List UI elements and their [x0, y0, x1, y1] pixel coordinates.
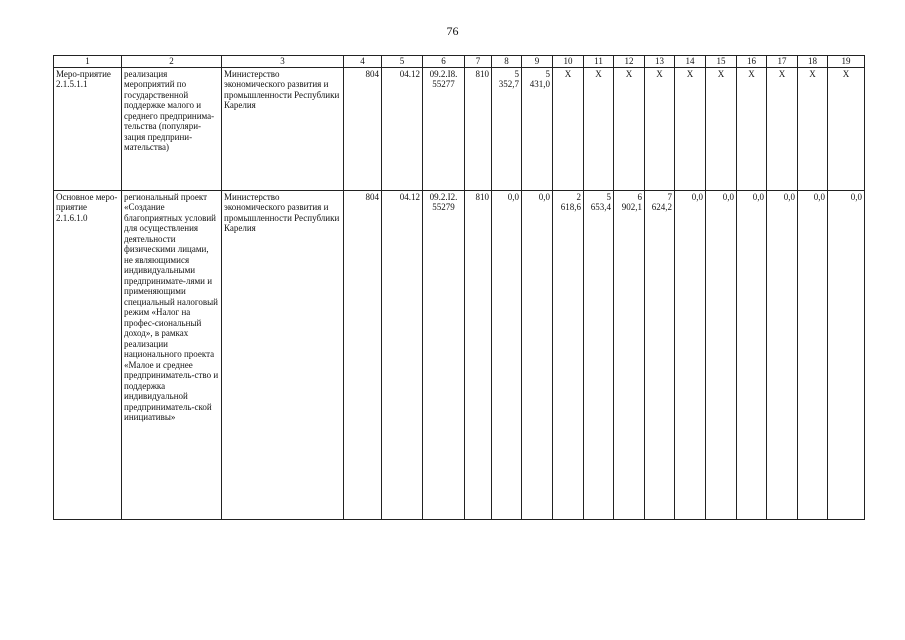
column-number: 12	[614, 56, 645, 68]
table-row	[54, 67, 865, 190]
cell-value: 5 352,7	[492, 67, 522, 190]
cell-value: 04.12	[382, 67, 423, 190]
cell-value: 04.12	[382, 190, 423, 519]
cell-value: 0,0	[767, 190, 798, 519]
cell-value: X	[675, 67, 706, 190]
cell-value: 7 624,2	[645, 190, 675, 519]
cell-value: X	[798, 67, 828, 190]
cell-value: 0,0	[675, 190, 706, 519]
activity-name: Меро-приятие 2.1.5.1.1	[54, 67, 122, 190]
column-number: 8	[492, 56, 522, 68]
cell-value: 0,0	[798, 190, 828, 519]
column-number: 18	[798, 56, 828, 68]
cell-value: 0,0	[706, 190, 737, 519]
cell-value: 09.2.I8. 55277	[423, 67, 465, 190]
cell-value: X	[706, 67, 737, 190]
responsible-ministry: Министерство экономического развития и промышленности Республики Карелия	[222, 190, 344, 519]
cell-value: X	[737, 67, 767, 190]
cell-value: 0,0	[492, 190, 522, 519]
cell-value: 810	[465, 67, 492, 190]
column-number: 6	[423, 56, 465, 68]
column-number: 2	[122, 56, 222, 68]
column-number: 11	[584, 56, 614, 68]
budget-table	[53, 55, 865, 520]
column-number: 3	[222, 56, 344, 68]
column-number: 19	[828, 56, 865, 68]
column-number: 17	[767, 56, 798, 68]
column-number: 7	[465, 56, 492, 68]
column-number: 5	[382, 56, 423, 68]
column-number: 4	[344, 56, 382, 68]
column-number: 16	[737, 56, 767, 68]
column-number-row	[54, 56, 865, 68]
cell-value: 0,0	[737, 190, 767, 519]
page-number: 76	[446, 24, 459, 38]
cell-value: 804	[344, 190, 382, 519]
cell-value: 5 653,4	[584, 190, 614, 519]
cell-value: X	[645, 67, 675, 190]
activity-description: региональный проект «Создание благоприятных условий для осуществления деятельности физическими лицами, не являющимися индивидуальными предпринимате-лями и применяющими специальный налоговый режим «Налог на профес-сиональный доход», в рамках реализации национального проекта «Малое и среднее предприниматель-ство и поддержка индивидуальной предприниматель-ской инициативы»	[122, 190, 222, 519]
cell-value: 0,0	[522, 190, 553, 519]
column-number: 10	[553, 56, 584, 68]
responsible-ministry: Министерство экономического развития и промышленности Республики Карелия	[222, 67, 344, 190]
cell-value: 0,0	[828, 190, 865, 519]
column-number: 9	[522, 56, 553, 68]
cell-value: 09.2.I2. 55279	[423, 190, 465, 519]
table-row	[54, 190, 865, 519]
activity-name: Основное меро-приятие 2.1.6.1.0	[54, 190, 122, 519]
activity-description: реализация мероприятий по государственной поддержке малого и среднего предпринима-тельства (популяри-зация предприни-мательства)	[122, 67, 222, 190]
column-number: 13	[645, 56, 675, 68]
column-number: 14	[675, 56, 706, 68]
cell-value: X	[584, 67, 614, 190]
cell-value: 6 902,1	[614, 190, 645, 519]
cell-value: 804	[344, 67, 382, 190]
cell-value: 810	[465, 190, 492, 519]
cell-value: X	[553, 67, 584, 190]
cell-value: X	[614, 67, 645, 190]
cell-value: 2 618,6	[553, 190, 584, 519]
column-number: 1	[54, 56, 122, 68]
cell-value: 5 431,0	[522, 67, 553, 190]
column-number: 15	[706, 56, 737, 68]
cell-value: X	[828, 67, 865, 190]
cell-value: X	[767, 67, 798, 190]
